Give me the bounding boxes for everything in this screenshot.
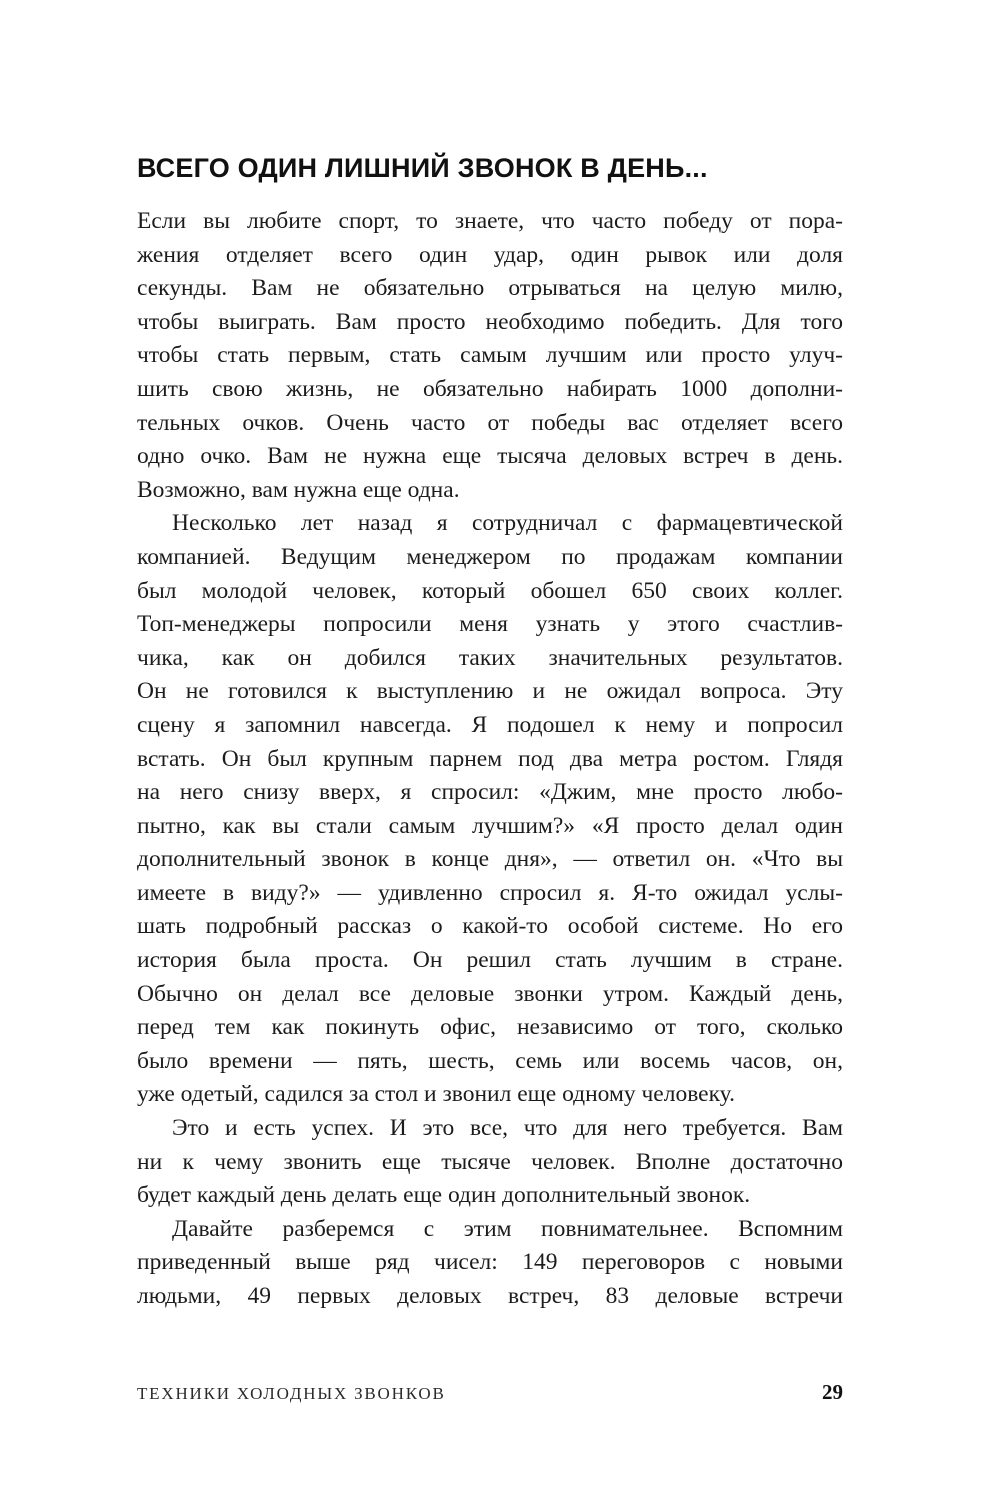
text-line: чика, как он добился таких значительных результатов. (137, 644, 843, 671)
text-line: было времени — пять, шесть, семь или восемь часов, он, (137, 1047, 843, 1074)
text-line: пытно, как вы стали самым лучшим?» «Я просто делал один (137, 812, 843, 839)
text-line: история была проста. Он решил стать лучшим в стране. (137, 947, 843, 974)
text-line: Возможно, вам нужна еще одна. (137, 476, 460, 503)
page-number: 29 (822, 1380, 843, 1404)
text-line: будет каждый день делать еще один дополнительный звонок. (137, 1182, 751, 1209)
text-line: ни к чему звонить еще тысяче человек. Вполне достаточно (137, 1148, 843, 1175)
text-line: Топ-менеджеры попросили меня узнать у этого счастлив- (137, 611, 843, 638)
text-line: компанией. Ведущим менеджером по продажам компании (137, 543, 843, 570)
running-footer-title: ТЕХНИКИ ХОЛОДНЫХ ЗВОНКОВ (137, 1384, 446, 1403)
text-line: секунды. Вам не обязательно отрываться на целую милю, (137, 275, 843, 302)
text-line: шить свою жизнь, не обязательно набирать 1000 дополни- (137, 375, 843, 402)
text-line: Обычно он делал все деловые звонки утром. Каждый день, (137, 980, 843, 1007)
text-line: дополнительный звонок в конце дня», — ответил он. «Что вы (137, 846, 843, 873)
text-line: был молодой человек, который обошел 650 своих коллег. (137, 577, 843, 604)
text-line: шать подробный рассказ о какой-то особой системе. Но его (137, 913, 843, 940)
text-line: встать. Он был крупным парнем под два метра ростом. Глядя (137, 745, 843, 772)
text-line: уже одетый, садился за стол и звонил еще одному человеку. (137, 1081, 735, 1108)
text-line: имеете в виду?» — удивленно спросил я. Я-то ожидал услы- (137, 879, 843, 906)
text-line: Давайте разберемся с этим повнимательнее. Вспомним (172, 1215, 843, 1242)
text-line: перед тем как покинуть офис, независимо от того, сколько (137, 1014, 843, 1041)
text-line: Несколько лет назад я сотрудничал с фармацевтической (172, 510, 843, 537)
text-line: жения отделяет всего один удар, один рывок или доля (137, 241, 843, 268)
text-line: одно очко. Вам не нужна еще тысяча деловых встреч в день. (137, 443, 843, 470)
text-line: Это и есть успех. И это все, что для него требуется. Вам (172, 1115, 843, 1142)
text-line: сцену я запомнил навсегда. Я подошел к нему и попросил (137, 711, 843, 738)
text-line: приведенный выше ряд чисел: 149 переговоров с новыми (137, 1249, 843, 1276)
text-line: тельных очков. Очень часто от победы вас отделяет всего (137, 409, 843, 436)
section-heading: ВСЕГО ОДИН ЛИШНИЙ ЗВОНОК В ДЕНЬ... (137, 153, 708, 183)
text-line: чтобы стать первым, стать самым лучшим или просто улуч- (137, 342, 843, 369)
text-line: чтобы выиграть. Вам просто необходимо победить. Для того (137, 308, 843, 335)
body-text (137, 205, 843, 1314)
text-line: людьми, 49 первых деловых встреч, 83 деловые встречи (137, 1283, 843, 1309)
text-line: Он не готовился к выступлению и не ожидал вопроса. Эту (137, 678, 843, 705)
text-line: Если вы любите спорт, то знаете, что часто победу от пора- (137, 208, 843, 234)
text-line: на него снизу вверх, я спросил: «Джим, мне просто любо- (137, 779, 843, 806)
